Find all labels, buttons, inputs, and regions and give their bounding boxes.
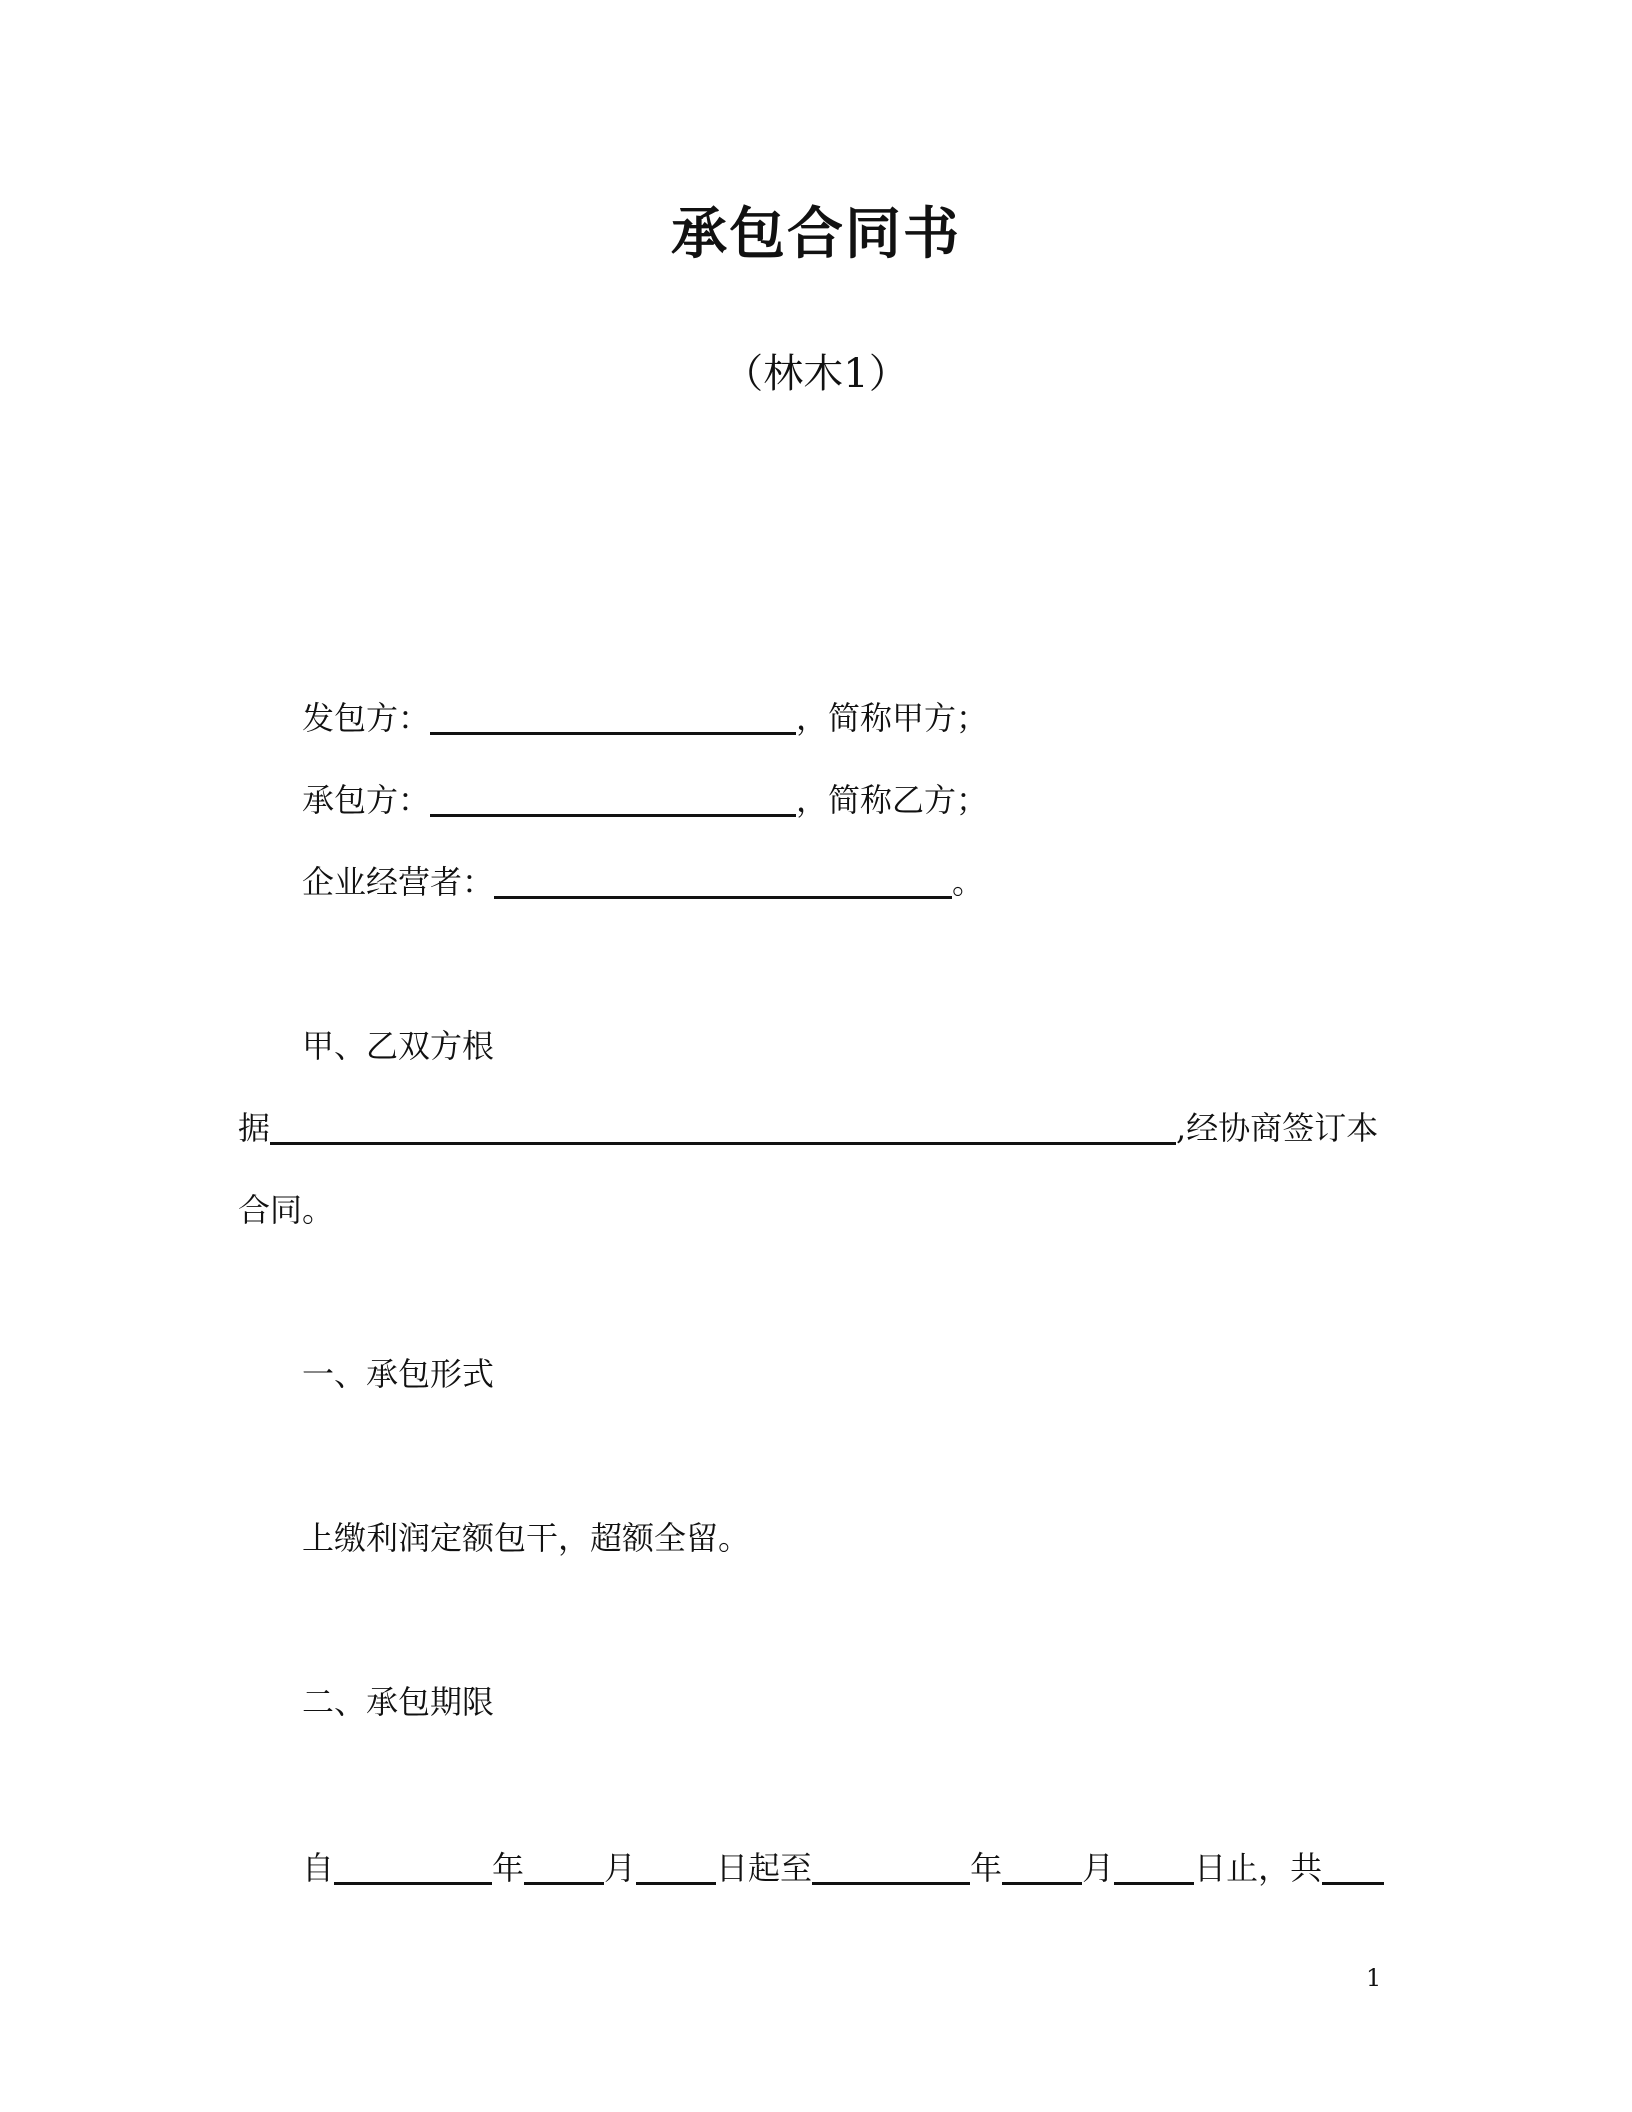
page-number: 1 [1366,1964,1382,1992]
party-a-label: 发包方： [302,699,431,737]
term-year-1: 年 [492,1849,525,1887]
operator-blank[interactable] [494,866,952,899]
end-day-blank[interactable] [1114,1852,1194,1885]
start-day-blank[interactable] [636,1852,716,1885]
document-title: 承包合同书 [671,202,961,267]
basis-line-2 [238,1106,1378,1150]
party-a-suffix: ，简称甲方； [796,699,989,737]
end-month-blank[interactable] [1002,1852,1082,1885]
operator-label: 企业经营者： [302,863,495,901]
party-a-blank[interactable] [430,702,796,735]
basis-suffix: ,经协商签订本 [1176,1109,1379,1147]
party-b-blank[interactable] [430,784,796,817]
term-month-1: 月 [604,1849,637,1887]
operator-suffix: 。 [952,863,985,901]
term-day-2: 日止，共 [1194,1849,1323,1887]
party-a-line [302,696,988,740]
total-years-blank[interactable] [1322,1852,1384,1885]
basis-line-3: 合同。 [238,1191,335,1229]
basis-line-1: 甲、乙双方根 [302,1027,495,1065]
operator-line [302,860,984,904]
term-month-2: 月 [1082,1849,1115,1887]
term-year-2: 年 [970,1849,1003,1887]
document-subtitle: （林木1） [723,351,909,397]
party-b-suffix: ，简称乙方； [796,781,989,819]
term-line [302,1846,1384,1890]
end-year-blank[interactable] [812,1852,970,1885]
term-from: 自 [302,1849,335,1887]
start-month-blank[interactable] [524,1852,604,1885]
section-1-body: 上缴利润定额包干，超额全留。 [302,1519,751,1557]
section-2-heading: 二、承包期限 [302,1683,495,1721]
basis-blank[interactable] [270,1112,1176,1145]
section-1-heading: 一、承包形式 [302,1355,495,1393]
basis-prefix: 据 [238,1109,271,1147]
party-b-line [302,778,988,822]
start-year-blank[interactable] [334,1852,492,1885]
term-day-1: 日起至 [716,1849,813,1887]
party-b-label: 承包方： [302,781,431,819]
